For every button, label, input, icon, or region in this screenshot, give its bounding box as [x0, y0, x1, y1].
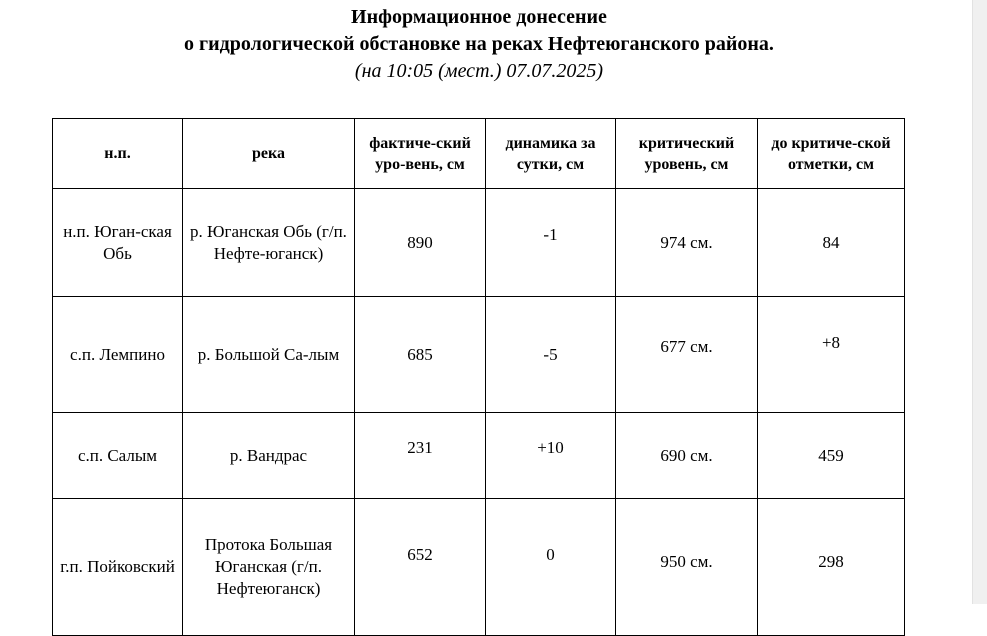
cell-actual-level: 231	[355, 413, 486, 499]
cell-daily-change: -5	[486, 297, 616, 413]
cell-daily-change: 0	[486, 499, 616, 636]
table-header-row	[53, 119, 905, 189]
cell-daily-change: -1	[486, 189, 616, 297]
report-title-line-2: о гидрологической обстановке на реках Нефтеюганского района.	[184, 33, 774, 55]
cell-settlement: с.п. Салым	[53, 413, 183, 499]
cell-to-critical: +8	[758, 297, 905, 413]
table-row	[53, 499, 905, 636]
column-header-settlement: н.п.	[53, 119, 183, 189]
cell-to-critical: 459	[758, 413, 905, 499]
cell-river: р. Большой Са-лым	[183, 297, 355, 413]
column-header-daily-change: динамика за сутки, см	[486, 119, 616, 189]
cell-settlement: н.п. Юган-ская Обь	[53, 189, 183, 297]
document-header	[0, 4, 958, 85]
cell-settlement: с.п. Лемпино	[53, 297, 183, 413]
cell-critical-level: 690 см.	[616, 413, 758, 499]
report-timestamp: (на 10:05 (мест.) 07.07.2025)	[354, 60, 604, 82]
cell-daily-change: +10	[486, 413, 616, 499]
hydrology-table	[52, 118, 905, 636]
cell-actual-level: 652	[355, 499, 486, 636]
cell-actual-level: 890	[355, 189, 486, 297]
cell-actual-level: 685	[355, 297, 486, 413]
cell-river: р. Юганская Обь (г/п. Нефте-юганск)	[183, 189, 355, 297]
column-header-actual-level: фактиче-ский уро-вень, см	[355, 119, 486, 189]
table-row	[53, 297, 905, 413]
cell-to-critical: 84	[758, 189, 905, 297]
report-title: Информационное донесение	[351, 6, 607, 28]
cell-settlement: г.п. Пойковский	[53, 499, 183, 636]
column-header-to-critical: до критиче-ской отметки, см	[758, 119, 905, 189]
table-row	[53, 413, 905, 499]
cell-river: Протока Большая Юганская (г/п. Нефтеюганск)	[183, 499, 355, 636]
cell-river: р. Вандрас	[183, 413, 355, 499]
column-header-river: река	[183, 119, 355, 189]
vertical-scrollbar[interactable]	[972, 0, 987, 604]
cell-critical-level: 677 см.	[616, 297, 758, 413]
cell-critical-level: 950 см.	[616, 499, 758, 636]
column-header-critical-level: критический уровень, см	[616, 119, 758, 189]
cell-to-critical: 298	[758, 499, 905, 636]
table-row	[53, 189, 905, 297]
cell-critical-level: 974 см.	[616, 189, 758, 297]
